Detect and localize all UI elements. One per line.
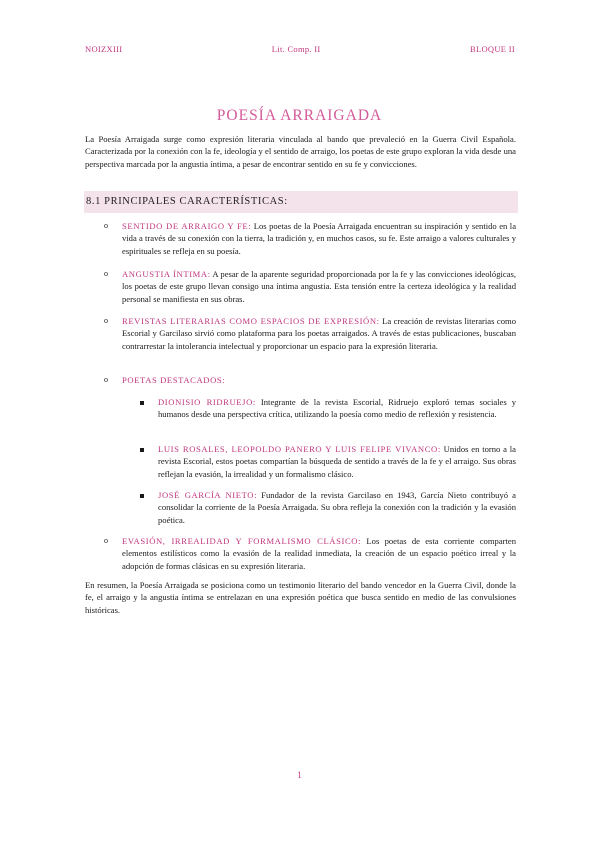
- header-left: NOIZXIII: [85, 44, 123, 54]
- poet-name: DIONISIO RIDRUEJO:: [158, 397, 256, 407]
- intro-paragraph: La Poesía Arraigada surge como expresión literaria vinculada al bando que prevaleció en la Guerra Civil Española. Caracterizada por la conexión con la fe, ideología y el sentido de arraigo, los poetas de este grupo exploran la vida desde una perspectiva marcada por la angustia íntima, a pesar de encontrar sentido en su fe y convicciones.: [85, 134, 516, 169]
- document-title: POESÍA ARRAIGADA: [216, 107, 383, 124]
- bullet-square-icon: [140, 494, 144, 498]
- item-text: La creación de revistas literarias como Escorial y Garcilaso sirvió como plataforma para los poetas arraigados. A través de estas publicaciones, buscaban contrarrestar la intolerancia intelectual y proporcionar un espacio para la expresión literaria.: [122, 316, 516, 351]
- list-item: [122, 374, 516, 386]
- bullet-square-icon: [140, 448, 144, 452]
- poet-text: Fundador de la revista Garcilaso en 1943, García Nieto contribuyó a consolidar la corriente de la Poesía Arraigada. Su obra refleja la conexión con la tradición y la evasión poética.: [158, 490, 516, 525]
- sub-list-item: [158, 396, 516, 421]
- item-text: Los poetas de esta corriente comparten elementos estilísticos como la evasión de la realidad inmediata, la creación de un espacio poético irreal y la adopción de formas clásicas en su expresión literaria.: [122, 536, 517, 571]
- item-lead: POETAS DESTACADOS:: [122, 375, 226, 385]
- conclusion-paragraph: En resumen, la Poesía Arraigada se posiciona como un testimonio literario del bando vencedor en la Guerra Civil, donde la fe, el arraigo y la angustia íntima se entrelazan en una expresión poética que busca sentido en medio de las convulsiones históricas.: [85, 580, 516, 615]
- item-lead: EVASIÓN, IRREALIDAD Y FORMALISMO CLÁSICO:: [122, 536, 362, 546]
- bullet-circle-icon: o: [104, 316, 108, 325]
- sub-list-item: [158, 489, 516, 526]
- item-text: Los poetas de la Poesía Arraigada encuentran su inspiración y sentido en la vida a través de su conexión con la tierra, la tradición y, en muchos casos, su fe. Este arraigo a valores culturales y espirituales se refleja en su poesía.: [122, 221, 517, 256]
- poet-text: Unidos en torno a la revista Escorial, estos poetas compartían la búsqueda de sentido a través de la fe y el arraigo. Sus obras reflejan la evasión, la irrealidad y un formalismo clásico.: [158, 444, 516, 479]
- bullet-circle-icon: o: [104, 221, 108, 230]
- list-item: [122, 268, 516, 305]
- poet-name: LUIS ROSALES, LEOPOLDO PANERO Y LUIS FELIPE VIVANCO:: [158, 444, 441, 454]
- item-lead: SENTIDO DE ARRAIGO Y FE:: [122, 221, 252, 231]
- poet-name: JOSÉ GARCÍA NIETO:: [158, 490, 258, 500]
- bullet-circle-icon: o: [104, 269, 108, 278]
- list-item: [122, 220, 516, 257]
- list-item: [122, 315, 516, 352]
- section-heading: 8.1 PRINCIPALES CARACTERÍSTICAS:: [84, 191, 518, 213]
- page-header: [85, 44, 515, 54]
- sub-list-item: [158, 443, 516, 480]
- item-text: A pesar de la aparente seguridad proporcionada por la fe y las convicciones ideológicas, los poetas de este grupo llevan consigo una íntima angustia. Esta tensión entre la certeza ideológica y la realidad personal se manifiesta en sus obras.: [122, 269, 516, 304]
- poet-text: Integrante de la revista Escorial, Ridruejo exploró temas sociales y humanos desde una perspectiva crítica, utilizando la poesía como medio de reflexión y resistencia.: [158, 397, 516, 420]
- header-right: BLOQUE II: [470, 44, 515, 54]
- bullet-circle-icon: o: [104, 375, 108, 384]
- header-center: Lit. Comp. II: [271, 44, 321, 54]
- bullet-circle-icon: o: [104, 536, 108, 545]
- item-lead: REVISTAS LITERARIAS COMO ESPACIOS DE EXPRESIÓN:: [122, 316, 380, 326]
- page-number: 1: [297, 770, 302, 780]
- bullet-square-icon: [140, 401, 144, 405]
- list-item: [122, 535, 516, 572]
- item-lead: ANGUSTIA ÍNTIMA:: [122, 269, 211, 279]
